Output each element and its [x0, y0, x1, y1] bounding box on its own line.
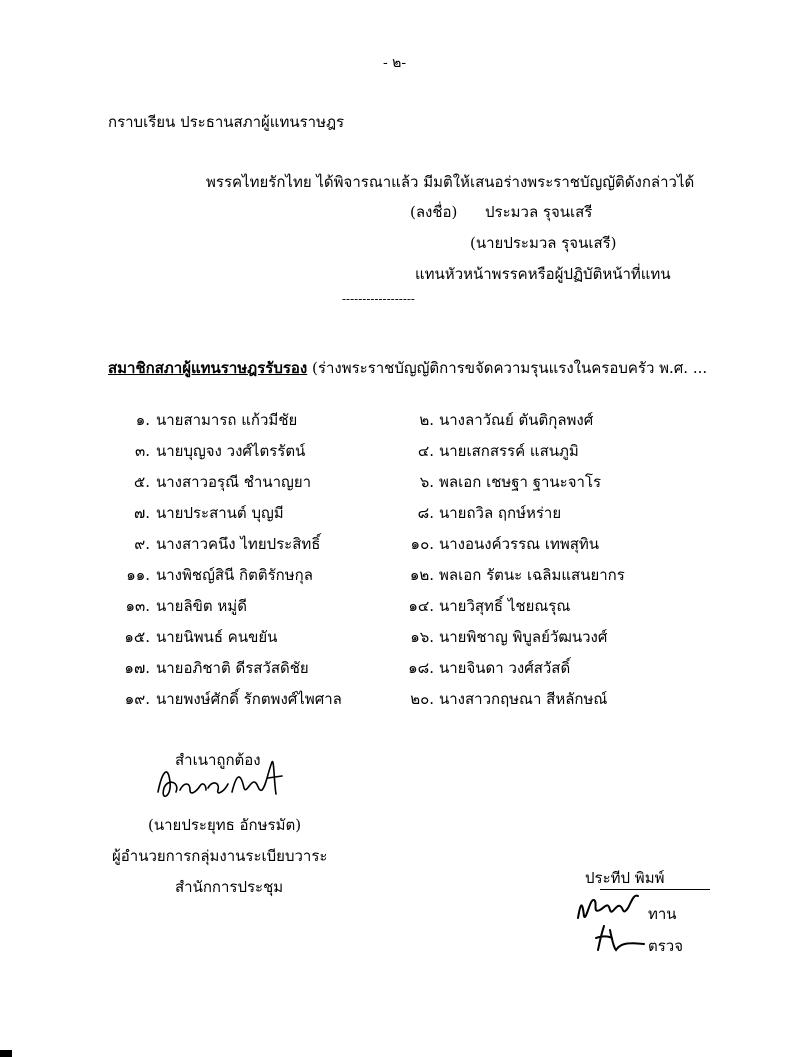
member-name: นายพิชาญ พิบูลย์วัฒนวงศ์: [439, 628, 608, 646]
certifier-signature: [150, 752, 290, 807]
member-number: ๑๐.: [410, 535, 434, 553]
members-heading: [108, 356, 707, 380]
member-number: ๑๙.: [124, 690, 150, 708]
member-number: ๙.: [134, 535, 150, 553]
member-name: พลเอก เชษฐา ฐานะจาโร: [439, 473, 602, 491]
member-number: ๖.: [419, 473, 434, 491]
member-number: ๕.: [133, 473, 150, 491]
member-number: ๔.: [417, 442, 434, 460]
member-number: ๓.: [134, 442, 150, 460]
member-name: นายนิพนธ์ คนขยัน: [156, 628, 278, 646]
members-heading-subtitle: (ร่างพระราชบัญญัติการขจัดความรุนแรงในครอบครัว พ.ศ. ...: [307, 359, 708, 377]
signature-name: ประมวล รุจนเสรี: [485, 203, 593, 221]
member-name: นางสาวคนึง ไทยประสิทธิ์: [156, 535, 321, 553]
member-name: นายวิสุทธิ์ ไชยณรุณ: [439, 597, 571, 615]
member-name: นายเสกสรรค์ แสนภูมิ: [439, 442, 579, 460]
member-name: นางสาวกฤษณา สีหลักษณ์: [439, 690, 608, 708]
members-heading-title: สมาชิกสภาผู้แทนราษฎรรับรอง: [108, 359, 308, 377]
signature-position: แทนหัวหน้าพรรคหรือผู้ปฏิบัติหน้าที่แทน: [415, 265, 671, 283]
member-name: นางสาวอรุณี ชำนาญยา: [156, 473, 312, 491]
member-name: นายจินดา วงศ์สวัสดิ์: [439, 659, 571, 677]
typist-name: ประทีป พิมพ์: [585, 869, 665, 887]
certified-copy-label: สำเนาถูกต้อง: [175, 751, 261, 769]
signature-full-name: (นายประมวล รุจนเสรี): [470, 234, 617, 252]
member-name: นางอนงค์วรรณ เทพสุทิน: [439, 535, 600, 553]
party-opinion: พรรคไทยรักไทย ได้พิจารณาแล้ว มีมติให้เสนอร่างพระราชบัญญัติดังกล่าวได้: [206, 173, 695, 191]
member-name: นายพงษ์ศักดิ์ รักตพงศ์ไพศาล: [156, 690, 342, 708]
member-name: นายบุญจง วงศ์ไตรรัตน์: [156, 442, 306, 460]
member-number: ๑๖.: [410, 628, 434, 646]
member-name: นายอภิชาติ ดีรสวัสดิชัย: [156, 659, 309, 677]
member-name: นายสามารถ แก้วมีชัย: [156, 411, 298, 429]
member-name: นายถวิล ฤกษ์หร่าย: [439, 504, 562, 522]
scan-edge-mark: [0, 1050, 12, 1057]
checked-label: ตรวจ: [648, 937, 684, 955]
signature-label: (ลงชื่อ): [410, 203, 458, 221]
member-name: นางลาวัณย์ ตันติกุลพงศ์: [439, 411, 594, 429]
typed-label: ทาน: [648, 905, 677, 923]
member-number: ๒๐.: [410, 690, 434, 708]
member-number: ๑๒.: [409, 566, 434, 584]
page-number: - ๒-: [383, 55, 407, 71]
member-name: นางพิชญ์สินี กิตติรักษกุล: [156, 566, 313, 584]
certifier-position-line2: สำนักการประชุม: [175, 878, 284, 896]
salutation: กราบเรียน ประธานสภาผู้แทนราษฎร: [108, 113, 345, 131]
divider-line: ------------------: [342, 292, 415, 306]
member-number: ๑๓.: [125, 597, 150, 615]
member-number: ๑๕.: [124, 628, 150, 646]
member-number: ๗.: [133, 504, 150, 522]
member-name: นายลิขิต หมู่ดี: [156, 597, 247, 615]
certifier-name: (นายประยุทธ อักษรมัต): [148, 816, 302, 834]
member-number: ๑๑.: [126, 566, 150, 584]
checker-signature: [590, 920, 650, 956]
certifier-position-line1: ผู้อำนวยการกลุ่มงานระเบียบวาระ: [112, 847, 328, 865]
member-name: นายประสานต์ บุญมี: [156, 504, 284, 522]
member-number: ๘.: [417, 504, 434, 522]
member-number: ๑๔.: [408, 597, 434, 615]
member-number: ๑.: [135, 411, 150, 429]
member-name: พลเอก รัตนะ เฉลิมแสนยากร: [439, 566, 625, 584]
member-number: ๑๗.: [124, 659, 150, 677]
member-number: ๒.: [419, 411, 434, 429]
member-number: ๑๘.: [408, 659, 434, 677]
